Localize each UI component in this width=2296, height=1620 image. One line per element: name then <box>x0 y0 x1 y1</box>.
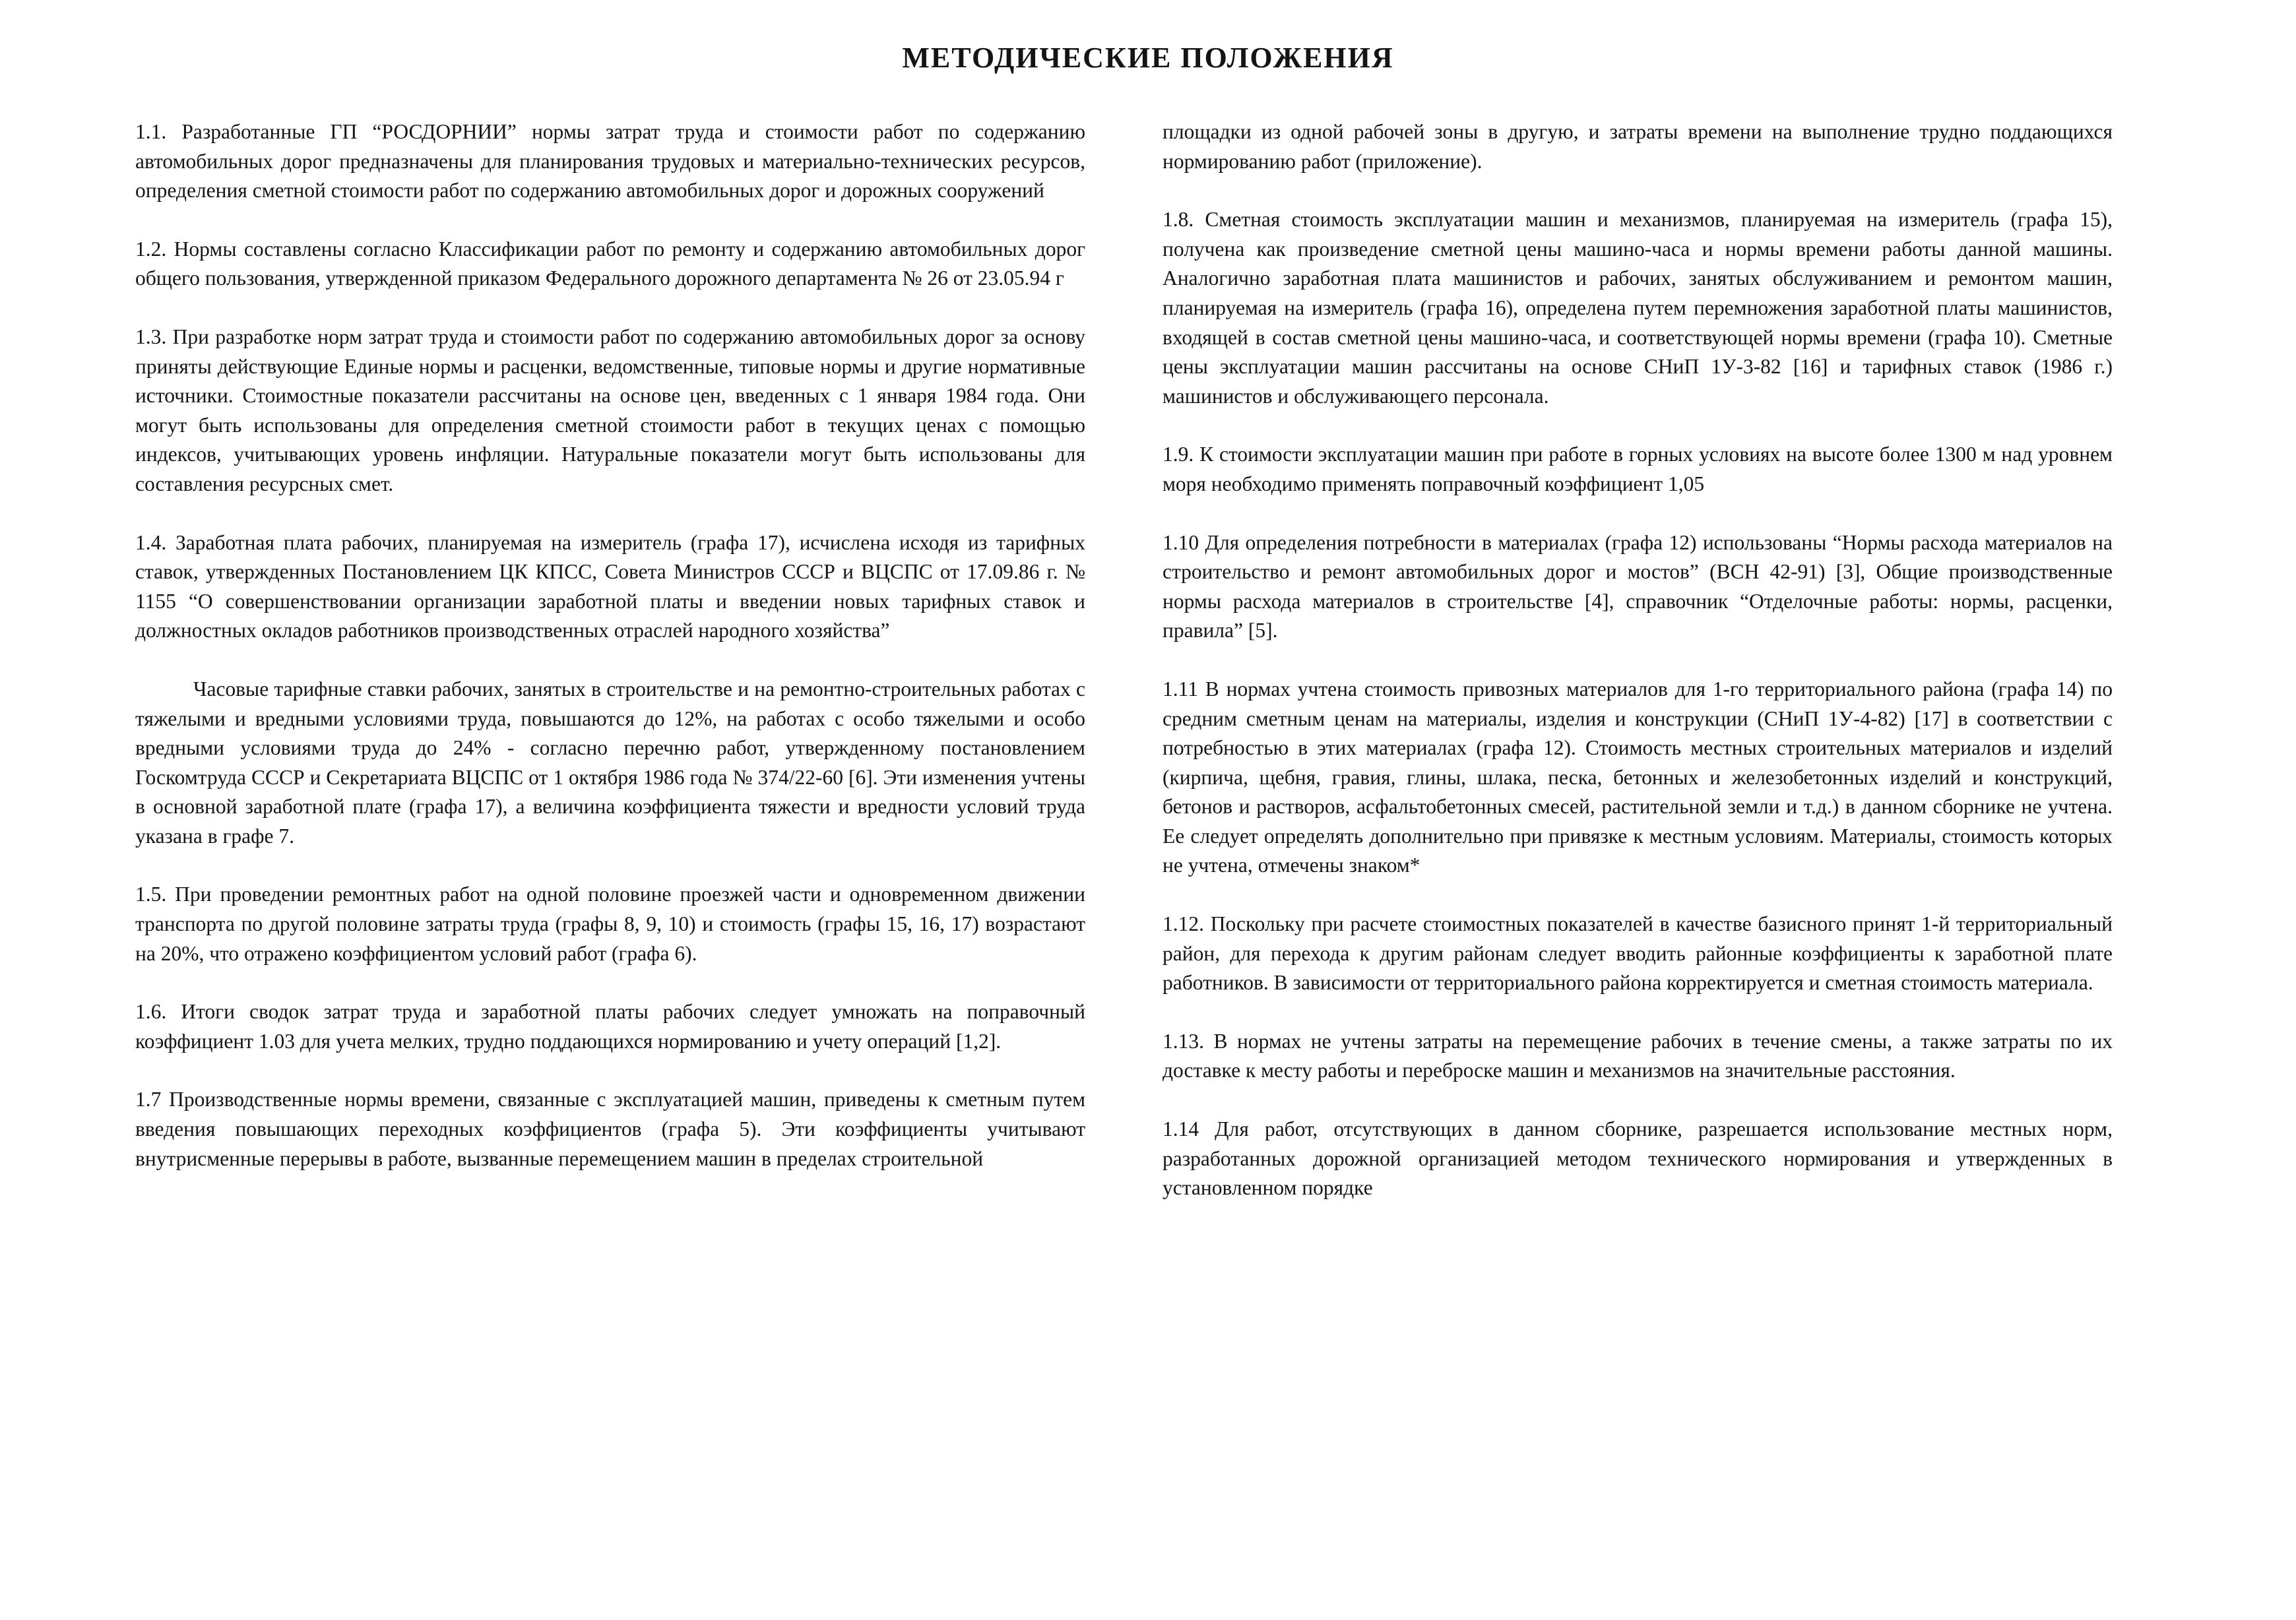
paragraph-1-2: 1.2. Нормы составлены согласно Классификации работ по ремонту и содержанию автомобильных дорог общего пользования, утвержденной приказом Федерального дорожного департамента № 26 от 23.05.94 г <box>135 237 1085 290</box>
left-column <box>135 117 1085 1202</box>
paragraph-1-6: 1.6. Итоги сводок затрат труда и заработной платы рабочих следует умножать на поправочный коэффициент 1.03 для учета мелких, трудно поддающихся нормированию и учету операций [1,2]. <box>135 1000 1085 1053</box>
paragraph-1-11: 1.11 В нормах учтена стоимость привозных материалов для 1-го территориального района (графа 14) по средним сметным ценам на материалы, изделия и конструкции (СНиП 1У-4-82) [17] в соответствии с потребностью в этих материалах (графа 12). Стоимость местных строительных материалов и изделий (кирпича, щебня, гравия, глины, шлака, песка, бетонных и железобетонных изделий и конструкций, бетонов и растворов, асфальтобетонных смесей, растительной земли и т.д.) в данном сборнике не учтена. Ее следует определять дополнительно при привязке к местным условиям. Материалы, стоимость которых не учтена, отмечены знаком* <box>1163 677 2113 877</box>
paragraph-1-12: 1.12. Поскольку при расчете стоимостных показателей в качестве базисного принят 1-й территориальный район, для перехода к другим районам следует вводить районные коэффициенты к заработной плате работников. В зависимости от территориального района корректируется и сметная стоимость материала. <box>1163 912 2113 995</box>
paragraph-1-13: 1.13. В нормах не учтены затраты на перемещение рабочих в течение смены, а также затраты по их доставке к месту работы и переброске машин и механизмов на значительные расстояния. <box>1163 1029 2113 1082</box>
page-title: МЕТОДИЧЕСКИЕ ПОЛОЖЕНИЯ <box>902 42 1394 74</box>
paragraph-1-4: 1.4. Заработная плата рабочих, планируемая на измеритель (графа 17), исчислена исходя из тарифных ставок, утвержденных Постановлением ЦК КПСС, Совета Министров СССР и ВЦСПС от 17.09.86 г. № 1155 “О совершенствовании организации заработной платы и введении новых тарифных ставок и должностных окладов работников производственных отраслей народного хозяйства” <box>135 530 1085 642</box>
paragraph-1-10: 1.10 Для определения потребности в материалах (графа 12) использованы “Нормы расхода материалов на строительство и ремонт автомобильных дорог и мостов” (ВСН 42-91) [3], Общие производственные нормы расхода материалов в строительстве [4], справочник “Отделочные работы: нормы, расценки, правила” [5]. <box>1163 530 2113 642</box>
paragraph-1-4-tariff: Часовые тарифные ставки рабочих, занятых в строительстве и на ремонтно-строительных работах с тяжелыми и вредными условиями труда, повышаются до 12%, на работах с особо тяжелыми и особо вредными условиями труда до 24% - согласно перечню работ, утвержденному постановлением Госкомтруда СССР и Секретариата ВЦСПС от 1 октября 1986 года № 374/22-60 [6]. Эти изменения учтены в основной заработной плате (графа 17), а величина коэффициента тяжести и вредности условий труда указана в графе 7. <box>135 677 1085 848</box>
paragraph-1-3: 1.3. При разработке норм затрат труда и стоимости работ по содержанию автомобильных дорог за основу приняты действующие Единые нормы и расценки, ведомственные, типовые нормы и другие нормативные источники. Стоимостные показатели рассчитаны на основе цен, введенных с 1 января 1984 года. Они могут быть использованы для определения сметной стоимости работ в текущих ценах с помощью индексов, учитывающих уровень инфляции. Натуральные показатели могут быть использованы для составления ресурсных смет. <box>135 325 1085 495</box>
paragraph-1-9: 1.9. К стоимости эксплуатации машин при работе в горных условиях на высоте более 1300 м над уровнем моря необходимо применять поправочный коэффициент 1,05 <box>1163 443 2113 495</box>
paragraph-1-8: 1.8. Сметная стоимость эксплуатации машин и механизмов, планируемая на измеритель (графа 15), получена как произведение сметной цены машино-часа и нормы времени работы данной машины. Аналогично заработная плата машинистов и рабочих, занятых обслуживанием и ремонтом машин, планируемая на измеритель (графа 16), определена путем перемножения заработной платы машинистов, входящей в состав сметной цены машино-часа, и соответствующей нормы времени (графа 10). Сметные цены эксплуатации машин рассчитаны на основе СНиП 1У-3-82 [16] и тарифных ставок (1986 г.) машинистов и обслуживающего персонала. <box>1163 208 2113 408</box>
paragraph-1-7-continued: площадки из одной рабочей зоны в другую, и затраты времени на выполнение трудно поддающихся нормированию работ (приложение). <box>1163 120 2113 173</box>
paragraph-1-1: 1.1. Разработанные ГП “РОСДОРНИИ” нормы затрат труда и стоимости работ по содержанию автомобильных дорог предназначены для планирования трудовых и материально-технических ресурсов, определения сметной стоимости работ по содержанию автомобильных дорог и дорожных сооружений <box>135 120 1085 202</box>
paragraph-1-7: 1.7 Производственные нормы времени, связанные с эксплуатацией машин, приведены к сметным путем введения повышающих переходных коэффициентов (графа 5). Эти коэффициенты учитывают внутрисменные перерывы в работе, вызванные перемещением машин в пределах строительной <box>135 1088 1085 1170</box>
right-column <box>1163 117 2113 1232</box>
paragraph-1-14: 1.14 Для работ, отсутствующих в данном сборнике, разрешается использование местных норм, разработанных дорожной организацией методом технического нормирования и утвержденных в установленном порядке <box>1163 1117 2113 1200</box>
paragraph-1-5: 1.5. При проведении ремонтных работ на одной половине проезжей части и одновременном движении транспорта по другой половине затраты труда (графы 8, 9, 10) и стоимость (графы 15, 16, 17) возрастают на 20%, что отражено коэффициентом условий работ (графа 6). <box>135 883 1085 965</box>
